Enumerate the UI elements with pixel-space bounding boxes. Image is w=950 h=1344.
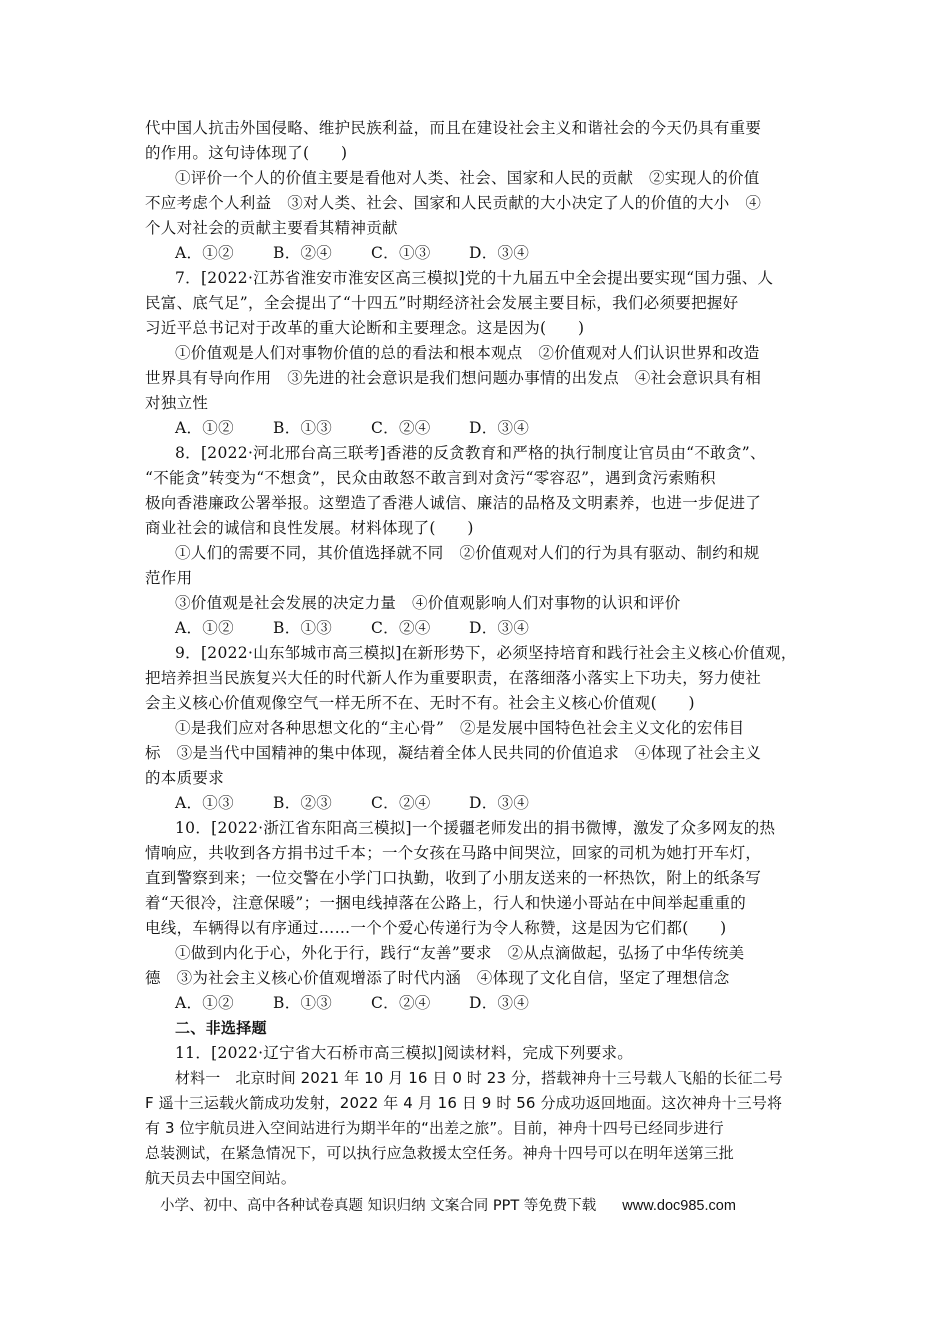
option-d[interactable]: D．③④ bbox=[469, 419, 530, 437]
q11-material-line: 航天员去中国空间站。 bbox=[145, 1169, 297, 1187]
option-b[interactable]: B．②④ bbox=[273, 244, 333, 262]
q8-stem-line: 商业社会的诚信和良性发展。材料体现了( ) bbox=[145, 519, 474, 537]
q10-options bbox=[175, 993, 839, 1013]
q10-stem-line: 直到警察到来；一位交警在小学门口执勤，收到了小朋友送来的一杯热饮，附上的纸条写 bbox=[145, 869, 762, 887]
q6-options bbox=[175, 243, 839, 263]
q9-stem-line: 把培养担当民族复兴大任的时代新人作为重要职责，在落细落小落实上下功夫，努力使社 bbox=[145, 669, 762, 687]
q11-material-line: F 遥十三运载火箭成功发射，2022 年 4 月 16 日 9 时 56 分成功返回地面。这次神舟十三号将 bbox=[145, 1094, 783, 1112]
q10-stem-line: 着“天很冷，注意保暖”；一捆电线掉落在公路上，行人和快递小哥站在中间举起重重的 bbox=[145, 894, 747, 912]
q8-choices-line: 范作用 bbox=[145, 569, 193, 587]
option-d[interactable]: D．③④ bbox=[469, 244, 530, 262]
q8-stem-line: 8．[2022·河北邢台高三联考]香港的反贪教育和严格的执行制度让官员由“不敢贪”、 bbox=[175, 444, 766, 462]
option-a[interactable]: A．①② bbox=[175, 994, 234, 1012]
q10-stem-line: 10．[2022·浙江省东阳高三模拟]一个援疆老师发出的捐书微博，激发了众多网友的热 bbox=[175, 819, 776, 837]
q10-stem-line: 情响应，共收到各方捐书过千本；一个女孩在马路中间哭泣，回家的司机为她打开车灯， bbox=[145, 844, 762, 862]
option-d[interactable]: D．③④ bbox=[469, 619, 530, 637]
footer-site-link[interactable]: www.doc985.com bbox=[622, 1198, 736, 1214]
q7-stem-line: 民富、底气足”，全会提出了“十四五”时期经济社会发展主要目标，我们必须要把握好 bbox=[145, 294, 739, 312]
q9-options bbox=[175, 793, 839, 813]
q8-options bbox=[175, 618, 839, 638]
q11-stem: 11．[2022·辽宁省大石桥市高三模拟]阅读材料，完成下列要求。 bbox=[175, 1044, 634, 1062]
option-d[interactable]: D．③④ bbox=[469, 994, 530, 1012]
q10-choices-line: 德 ③为社会主义核心价值观增添了时代内涵 ④体现了文化自信，坚定了理想信念 bbox=[145, 969, 730, 987]
page-footer bbox=[160, 1194, 736, 1215]
option-c[interactable]: C．②④ bbox=[371, 794, 431, 812]
q8-choices-line: ①人们的需要不同，其价值选择就不同 ②价值观对人们的行为具有驱动、制约和规 bbox=[175, 544, 760, 562]
option-b[interactable]: B．①③ bbox=[273, 619, 333, 637]
option-c[interactable]: C．②④ bbox=[371, 619, 431, 637]
q11-material-line: 总装测试，在紧急情况下，可以执行应急救援太空任务。神舟十四号可以在明年送第三批 bbox=[145, 1144, 734, 1162]
option-a[interactable]: A．①② bbox=[175, 619, 234, 637]
q6-choices-line: 不应考虑个人利益 ③对人类、社会、国家和人民贡献的大小决定了人的价值的大小 ④ bbox=[145, 194, 762, 212]
q7-options bbox=[175, 418, 839, 438]
q11-material-line: 有 3 位宇航员进入空间站进行为期半年的“出差之旅”。目前，神舟十四号已经同步进行 bbox=[145, 1119, 724, 1137]
option-b[interactable]: B．①③ bbox=[273, 994, 333, 1012]
q8-choices-line: ③价值观是社会发展的决定力量 ④价值观影响人们对事物的认识和评价 bbox=[175, 594, 681, 612]
q7-choices-line: ①价值观是人们对事物价值的总的看法和根本观点 ②价值观对人们认识世界和改造 bbox=[175, 344, 760, 362]
q9-stem-line: 会主义核心价值观像空气一样无所不在、无时不有。社会主义核心价值观( ) bbox=[145, 694, 695, 712]
q9-choices-line: 的本质要求 bbox=[145, 769, 225, 787]
q6-choices-line: ①评价一个人的价值主要是看他对人类、社会、国家和人民的贡献 ②实现人的价值 bbox=[175, 169, 760, 187]
section-heading: 二、非选择题 bbox=[175, 1019, 267, 1037]
q9-choices-line: ①是我们应对各种思想文化的“主心骨” ②是发展中国特色社会主义文化的宏伟目 bbox=[175, 719, 745, 737]
q7-choices-line: 世界具有导向作用 ③先进的社会意识是我们想问题办事情的出发点 ④社会意识具有相 bbox=[145, 369, 762, 387]
q10-choices-line: ①做到内化于心，外化于行，践行“友善”要求 ②从点滴做起，弘扬了中华传统美 bbox=[175, 944, 745, 962]
q7-stem-line: 习近平总书记对于改革的重大论断和主要理念。这是因为( ) bbox=[145, 319, 585, 337]
option-a[interactable]: A．①③ bbox=[175, 794, 234, 812]
q9-choices-line: 标 ③是当代中国精神的集中体现，凝结着全体人民共同的价值追求 ④体现了社会主义 bbox=[145, 744, 762, 762]
q7-choices-line: 对独立性 bbox=[145, 394, 209, 412]
q11-material-line: 材料一 北京时间 2021 年 10 月 16 日 0 时 23 分，搭载神舟十三号载人飞船的长征二号 bbox=[175, 1069, 783, 1087]
q6-choices-line: 个人对社会的贡献主要看其精神贡献 bbox=[145, 219, 398, 237]
option-d[interactable]: D．③④ bbox=[469, 794, 530, 812]
option-b[interactable]: B．②③ bbox=[273, 794, 333, 812]
q8-stem-line: 极向香港廉政公署举报。这塑造了香港人诚信、廉洁的品格及文明素养，也进一步促进了 bbox=[145, 494, 762, 512]
footer-text: 小学、初中、高中各种试卷真题 知识归纳 文案合同 PPT 等免费下载 bbox=[160, 1198, 597, 1214]
q10-stem-line: 电线，车辆得以有序通过……一个个爱心传递行为令人称赞，这是因为它们都( ) bbox=[145, 919, 727, 937]
option-a[interactable]: A．①② bbox=[175, 419, 234, 437]
q9-stem-line: 9．[2022·山东邹城市高三模拟]在新形势下，必须坚持培育和践行社会主义核心价值观， bbox=[175, 644, 797, 662]
option-c[interactable]: C．②④ bbox=[371, 419, 431, 437]
q6-stem-line: 代中国人抗击外国侵略、维护民族利益，而且在建设社会主义和谐社会的今天仍具有重要 bbox=[145, 119, 762, 137]
option-c[interactable]: C．①③ bbox=[371, 244, 431, 262]
q8-stem-line: “不能贪”转变为“不想贪”，民众由敢怒不敢言到对贪污“零容忍”，遇到贪污索贿积 bbox=[145, 469, 716, 487]
option-c[interactable]: C．②④ bbox=[371, 994, 431, 1012]
option-b[interactable]: B．①③ bbox=[273, 419, 333, 437]
option-a[interactable]: A．①② bbox=[175, 244, 234, 262]
q6-stem-line: 的作用。这句诗体现了( ) bbox=[145, 144, 348, 162]
q7-stem-line: 7．[2022·江苏省淮安市淮安区高三模拟]党的十九届五中全会提出要实现“国力强、人 bbox=[175, 269, 774, 287]
